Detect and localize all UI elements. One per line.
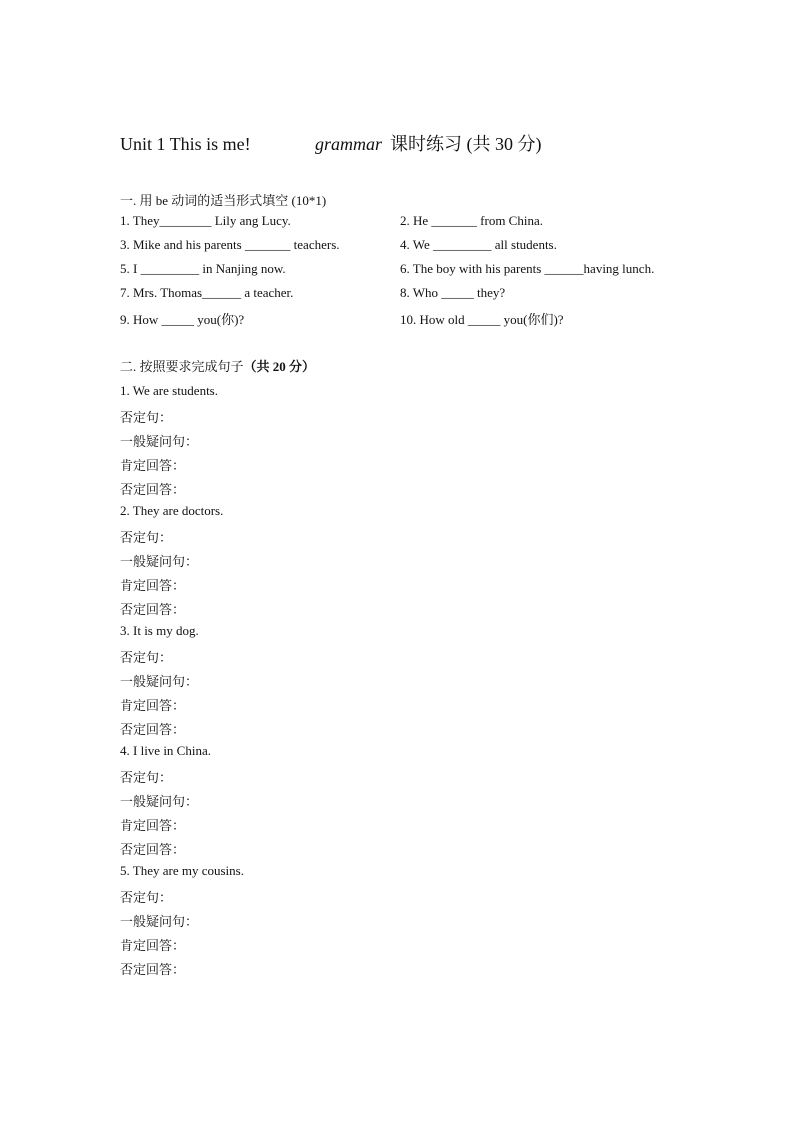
exercise-sentence: 2. They are doctors. [120,503,224,518]
answer-prompt: 否定回答： [120,962,186,977]
exercise-item: 2. He _______ from China. [400,213,543,228]
answer-prompt: 否定回答： [120,722,186,737]
exercise-row [120,237,720,257]
answer-prompt: 肯定回答： [120,458,186,473]
exercise-row [120,261,720,281]
answer-prompt: 一般疑问句： [120,434,199,449]
title-main: Unit 1 This is me! [120,134,251,154]
section2-heading [120,356,315,375]
answer-prompt: 肯定回答： [120,818,186,833]
exercise-row [120,213,720,233]
answer-prompt: 一般疑问句： [120,794,199,809]
answer-prompt: 一般疑问句： [120,674,199,689]
answer-prompt: 否定回答： [120,842,186,857]
exercise-item: 1. They________ Lily ang Lucy. [120,213,291,228]
section1-heading: 一. 用 be 动词的适当形式填空 (10*1) [120,193,327,208]
exercise-item: 6. The boy with his parents ______having lunch. [400,261,655,276]
section2-heading-points: （共 20 分） [243,359,316,374]
exercise-item: 8. Who _____ they? [400,285,506,300]
answer-prompt: 否定句： [120,410,173,425]
answer-prompt: 一般疑问句： [120,554,199,569]
exercise-item: 7. Mrs. Thomas______ a teacher. [120,285,294,300]
exercise-sentence: 3. It is my dog. [120,623,199,638]
title-rest: 课时练习 (共 30 分) [390,134,542,154]
answer-prompt: 否定回答： [120,602,186,617]
answer-prompt: 否定回答： [120,482,186,497]
exercise-sentence: 4. I live in China. [120,743,211,758]
exercise-item: 3. Mike and his parents _______ teachers. [120,237,340,252]
answer-prompt: 肯定回答： [120,578,186,593]
answer-prompt: 肯定回答： [120,938,186,953]
exercise-item: 5. I _________ in Nanjing now. [120,261,286,276]
exercise-item: 9. How _____ you(你)? [120,312,245,327]
title-subject: grammar [315,134,383,154]
section2-heading-text: 二. 按照要求完成句子 [120,359,244,374]
page-title [120,130,542,156]
answer-prompt: 一般疑问句： [120,914,199,929]
exercise-row [120,285,720,305]
exercise-row [120,309,720,329]
answer-prompt: 肯定回答： [120,698,186,713]
answer-prompt: 否定句： [120,890,173,905]
exercise-item: 4. We _________ all students. [400,237,557,252]
answer-prompt: 否定句： [120,770,173,785]
answer-prompt: 否定句： [120,650,173,665]
answer-prompt: 否定句： [120,530,173,545]
exercise-item: 10. How old _____ you(你们)? [400,312,564,327]
exercise-sentence: 5. They are my cousins. [120,863,244,878]
exercise-sentence: 1. We are students. [120,383,218,398]
